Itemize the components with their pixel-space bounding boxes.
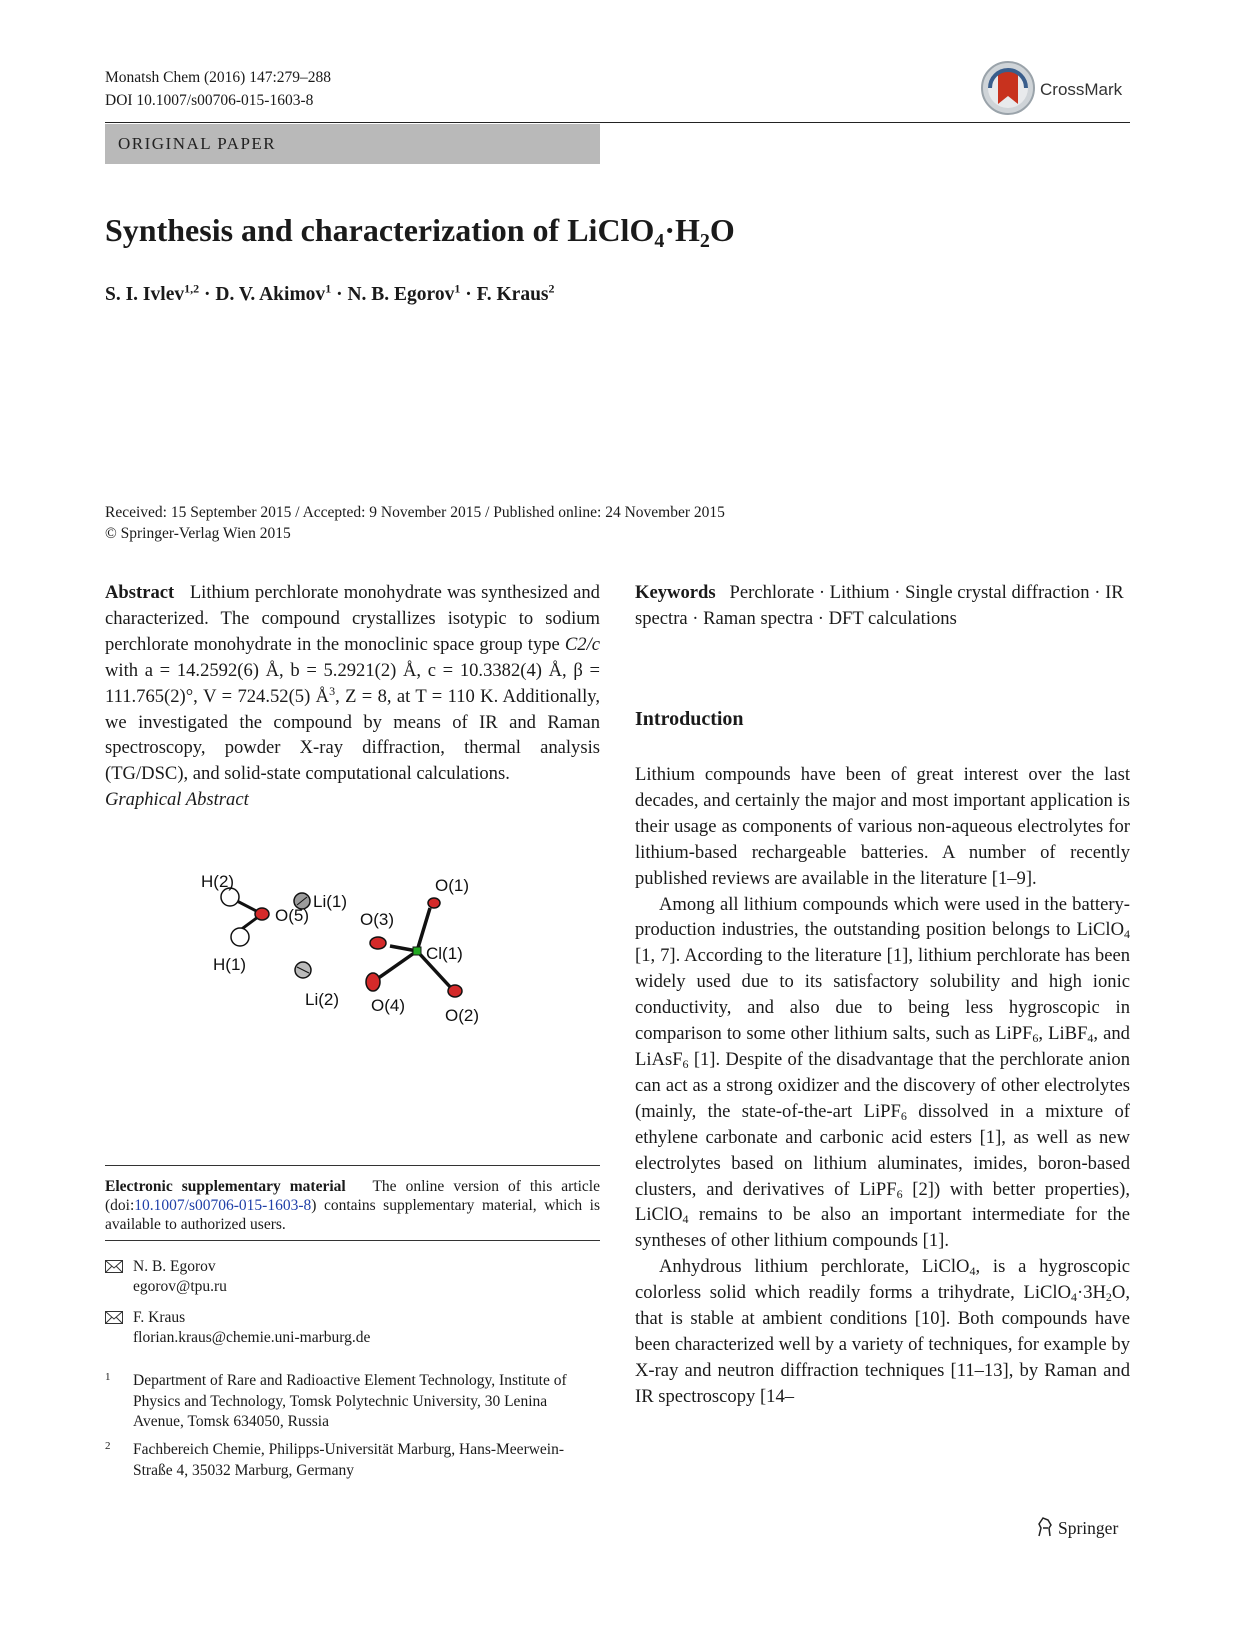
- abstract-text: , Z = 8, at T = 110 K. Additionally, we investigated the compound by means of IR and Raman spectroscopy, powder X-ray diffraction, thermal analysis (TG/DSC), and solid-state computational calculations.: [105, 685, 600, 785]
- label-o2: O(2): [445, 1006, 479, 1025]
- paper-type-label: ORIGINAL PAPER: [118, 134, 277, 153]
- author-affiliation: 2: [548, 281, 555, 296]
- introduction-text: [635, 762, 1130, 1410]
- publisher-logo: [1036, 1516, 1118, 1539]
- crossmark-icon: [980, 60, 1036, 116]
- keywords: [635, 580, 1130, 632]
- label-o4: O(4): [371, 996, 405, 1015]
- title-text: ·H: [664, 212, 700, 248]
- keywords-label: Keywords: [635, 582, 716, 603]
- doi-line: DOI 10.1007/s00706-015-1603-8: [105, 92, 314, 109]
- header-rule: [105, 122, 1130, 123]
- paragraph: Lithium compounds have been of great interest over the last decades, and certainly the major and most important application is their usage as components of various non-aqueous electrolytes for lithium-based rechargeable batteries. A number of recently published reviews are available in the literature [1–9].: [635, 764, 1130, 889]
- keywords-list: Perchlorate · Lithium · Single crystal diffraction · IR spectra · Raman spectra · DFT calculations: [635, 582, 1124, 629]
- esm-text: The online version of this article (doi:: [105, 1178, 600, 1214]
- atom-o5: [255, 908, 269, 920]
- title-text: O: [709, 212, 735, 248]
- paper-title: [105, 210, 735, 250]
- dates-line: Received: 15 September 2015 / Accepted: 9 November 2015 / Published online: 24 November 2015: [105, 504, 725, 521]
- graphical-abstract-label: Graphical Abstract: [105, 789, 249, 811]
- envelope-icon: [105, 1311, 123, 1324]
- author-name[interactable]: F. Kraus: [476, 284, 549, 305]
- section-heading-introduction: Introduction: [635, 708, 744, 730]
- atom-o3: [370, 937, 386, 949]
- affiliation-text: Fachbereich Chemie, Philipps-Universität Marburg, Hans-Meerwein-Straße 4, 35032 Marburg, Germany: [133, 1441, 565, 1479]
- label-li2: Li(2): [305, 990, 340, 1009]
- supplementary-material-note: [105, 1177, 600, 1234]
- space-group: C2/c: [564, 633, 600, 655]
- atom-o2: [448, 985, 462, 997]
- paragraph: Anhydrous lithium perchlorate, LiClO$_4$, is a hygroscopic colorless solid which readily forms a trihydrate, $LiClO_4\cdot 3H_2O$, that is stable at ambient conditions [10]. Both compounds have been characterized well by a variety of techniques, for example by X-ray and neutron diffraction techniques [11–13], by Raman and IR spectroscopy [14–: [635, 1256, 1130, 1407]
- paragraph: Among all lithium compounds which were used in the battery-production industries, the outstanding position belongs to LiClO$_4$ [1, 7]. According to the literature [1], lithium perchlorate has been widely used due to its satisfactory solubility and high ionic conductivity, and also due to being less hygroscopic in comparison to some other lithium salts, such as LiPF$_6$, LiBF$_4$, and LiAsF$_6$ [1]. Despite of the disadvantage that the perchlorate anion can act as a strong oxidizer and the discovery of other electrolytes (mainly, the state-of-the-art LiPF$_6$ dissolved in a mixture of ethylene carbonate and carbonic acid esters [1], as well as new electrolytes based on lithium aluminates, imides, boron-based clusters, and derivatives of LiPF$_6$ [2]) with better properties), LiClO$_4$ remains to be also an important intermediate for the syntheses of other lithium compounds [1].: [635, 893, 1130, 1252]
- footnote-rule: [105, 1165, 600, 1166]
- esm-label: Electronic supplementary material: [105, 1178, 346, 1195]
- graphical-abstract: [105, 855, 600, 1055]
- affiliation-number: 1: [105, 1371, 111, 1383]
- contact-email[interactable]: egorov@tpu.ru: [133, 1278, 227, 1295]
- author-affiliation: 1: [454, 281, 461, 296]
- title-text: Synthesis and characterization of LiClO: [105, 212, 655, 248]
- author-affiliation: 1,2: [184, 281, 200, 296]
- affiliation-number: 2: [105, 1440, 111, 1452]
- contact-name: F. Kraus: [133, 1309, 186, 1326]
- atom-h1: [231, 928, 249, 946]
- footnote-rule: [105, 1240, 600, 1241]
- copyright-line: © Springer-Verlag Wien 2015: [105, 525, 291, 542]
- crossmark-label: CrossMark: [1040, 80, 1123, 99]
- atom-o4: [366, 973, 380, 991]
- author-list: S. I. Ivlev$^{1,2}$ · D. V. Akimov$^1$ · N. B. Egorov$^1$ · F. Kraus$^2$: [105, 281, 555, 305]
- esm-text: ) contains supplementary material, which is available to authorized users.: [105, 1197, 600, 1233]
- atom-cl1: [413, 947, 421, 955]
- author-affiliation: 1: [325, 281, 332, 296]
- publisher-name: Springer: [1058, 1518, 1119, 1538]
- author-name[interactable]: N. B. Egorov: [347, 284, 455, 305]
- label-o1: O(1): [435, 876, 469, 895]
- superscript: 3: [329, 683, 336, 698]
- abstract-label: Abstract: [105, 582, 175, 603]
- publication-dates: [105, 502, 725, 544]
- envelope-icon: [105, 1260, 123, 1273]
- abstract-text: Lithium perchlorate monohydrate was synthesized and characterized. The compound crystallizes isotypic to sodium perchlorate monohydrate in the monoclinic space group type: [105, 582, 600, 655]
- bond-cl-o4: [377, 951, 417, 979]
- title-subscript: 2: [699, 230, 710, 252]
- label-o5: O(5): [275, 906, 309, 925]
- contact-email[interactable]: florian.kraus@chemie.uni-marburg.de: [133, 1329, 371, 1346]
- journal-citation: Monatsh Chem (2016) 147:279–288: [105, 69, 332, 86]
- label-li1: Li(1): [313, 892, 348, 911]
- springer-horse-icon: [1036, 1516, 1054, 1538]
- abstract-text: with a = 14.2592(6) Å, b = 5.2921(2) Å, c = 10.3382(4) Å, β = 111.765(2)°, V = 724.52(5) Å: [105, 659, 600, 707]
- journal-header: [105, 66, 331, 112]
- author-name[interactable]: D. V. Akimov: [215, 284, 326, 305]
- crossmark-badge[interactable]: [980, 60, 1130, 120]
- contact-name: N. B. Egorov: [133, 1258, 216, 1275]
- label-h2: H(2): [201, 872, 235, 891]
- crystal-structure-figure: [105, 855, 600, 1055]
- label-o3: O(3): [360, 910, 394, 929]
- affiliation-text: Department of Rare and Radioactive Element Technology, Institute of Physics and Technology, Tomsk Polytechnic University, 30 Lenina Avenue, Tomsk 634050, Russia: [133, 1372, 567, 1430]
- esm-doi-link[interactable]: 10.1007/s00706-015-1603-8: [134, 1197, 312, 1214]
- atom-o1: [428, 898, 440, 908]
- paper-type-banner: [105, 124, 600, 164]
- label-cl1: Cl(1): [426, 944, 463, 963]
- title-subscript: 4: [654, 230, 665, 252]
- abstract: [105, 580, 600, 813]
- author-name[interactable]: S. I. Ivlev: [105, 284, 185, 305]
- label-h1: H(1): [213, 955, 247, 974]
